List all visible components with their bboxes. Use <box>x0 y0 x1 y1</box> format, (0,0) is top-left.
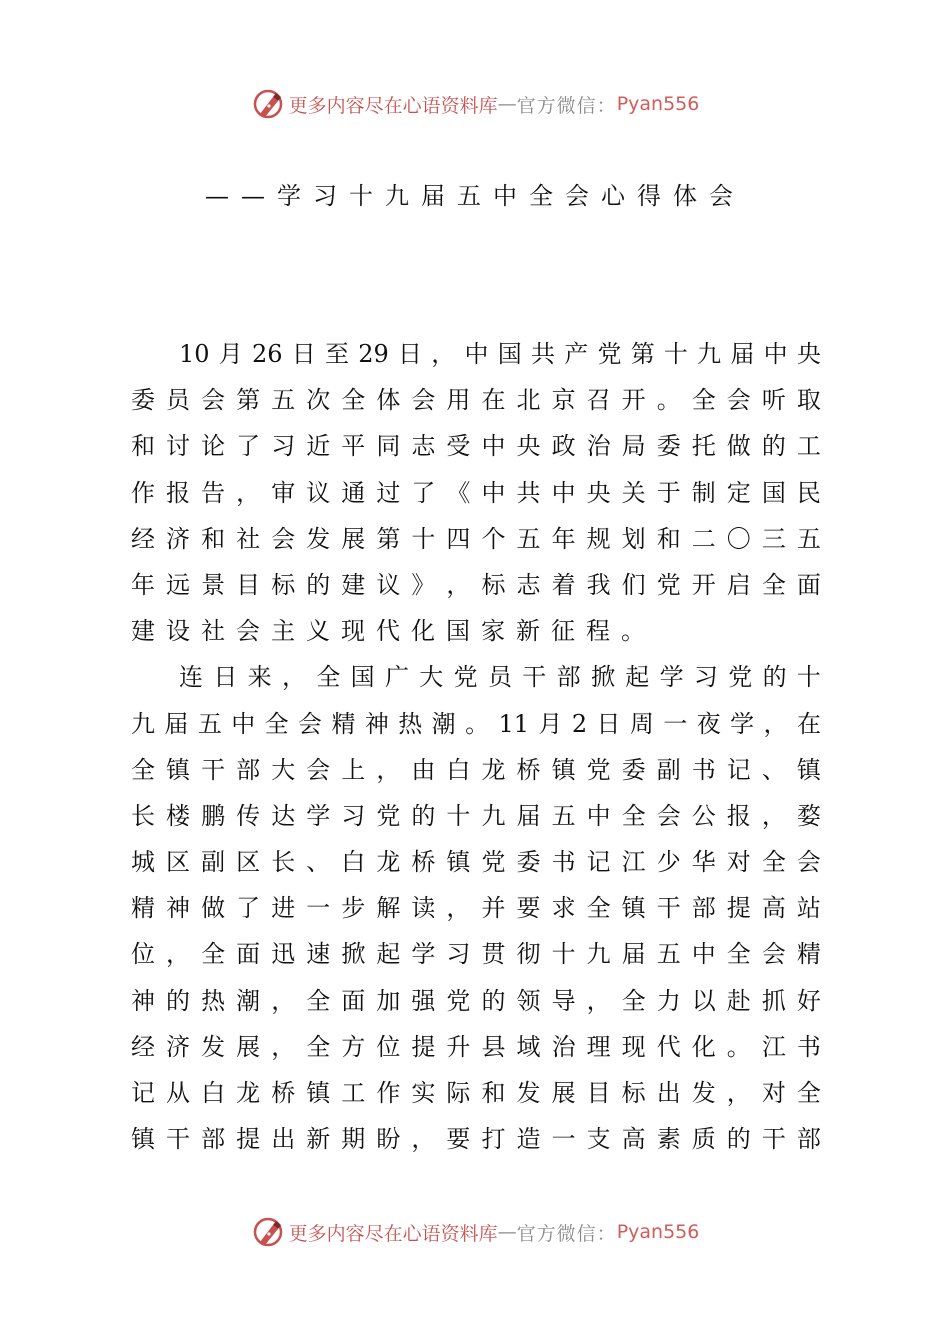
banner-wechat-id: Pyan556 <box>616 93 700 115</box>
text-line: 城 区 副 区 长 、 白 龙 桥 镇 党 委 书 记 江 少 华 对 全 会 <box>131 848 821 877</box>
text-line: 10 月 26 日 至 29 日 ， 中 国 共 产 党 第 十 九 届 中 央 <box>179 340 821 368</box>
banner-text: 更多内容尽在心语资料库 <box>288 1222 498 1245</box>
text-line: 建 设 社 会 主 义 现 代 化 国 家 新 征 程 。 <box>131 617 645 646</box>
text-line: 作 报 告 ， 审 议 通 过 了 《 中 共 中 央 关 于 制 定 国 民 <box>131 478 821 507</box>
pen-nib-icon <box>251 87 285 121</box>
text-line: 神 的 热 潮 ， 全 面 加 强 党 的 领 导 ， 全 力 以 赴 抓 好 <box>131 986 821 1015</box>
banner-official-label: 官方微信： <box>516 1222 617 1245</box>
text-line: 长 楼 鹏 传 达 学 习 党 的 十 九 届 五 中 全 会 公 报 ， 婺 <box>131 801 821 830</box>
banner-text: 更多内容尽在心语资料库 <box>288 94 498 117</box>
text-line: 精 神 做 了 进 一 步 解 读 ， 并 要 求 全 镇 干 部 提 高 站 <box>131 894 821 923</box>
banner-wechat-id: Pyan556 <box>616 1221 700 1243</box>
text-line: 经 济 和 社 会 发 展 第 十 四 个 五 年 规 划 和 二 〇 三 五 <box>131 524 821 553</box>
text-line: 记 从 白 龙 桥 镇 工 作 实 际 和 发 展 目 标 出 发 ， 对 全 <box>131 1079 821 1107</box>
banner-official-label: 官方微信： <box>516 94 617 117</box>
text-line: 委 员 会 第 五 次 全 体 会 用 在 北 京 召 开 。 全 会 听 取 <box>131 386 821 415</box>
text-line: 年 远 景 目 标 的 建 议 》 ， 标 志 着 我 们 党 开 启 全 面 <box>131 570 821 599</box>
text-line: 经 济 发 展 ， 全 方 位 提 升 县 域 治 理 现 代 化 。 江 书 <box>131 1032 821 1061</box>
text-line: 全 镇 干 部 大 会 上 ， 由 白 龙 桥 镇 党 委 副 书 记 、 镇 <box>131 755 821 784</box>
text-line: 和 讨 论 了 习 近 平 同 志 受 中 央 政 治 局 委 托 做 的 工 <box>131 432 821 461</box>
banner-dash: — <box>497 1221 517 1243</box>
footer-banner <box>0 1212 950 1252</box>
text-line: 连 日 来 ， 全 国 广 大 党 员 干 部 掀 起 学 习 党 的 十 <box>179 663 821 692</box>
banner-dash: — <box>497 93 517 115</box>
text-line: 镇 干 部 提 出 新 期 盼 ， 要 打 造 一 支 高 素 质 的 干 部 <box>131 1125 821 1154</box>
header-banner <box>0 84 950 124</box>
text-line: 九 届 五 中 全 会 精 神 热 潮 。 11 月 2 日 周 一 夜 学 ， 在 <box>131 709 821 738</box>
pen-nib-icon <box>251 1215 285 1249</box>
text-line: 位 ， 全 面 迅 速 掀 起 学 习 贯 彻 十 九 届 五 中 全 会 精 <box>131 940 821 969</box>
document-body <box>131 331 821 1162</box>
document-title: ——学习十九届五中全会心得体会 <box>205 182 745 210</box>
